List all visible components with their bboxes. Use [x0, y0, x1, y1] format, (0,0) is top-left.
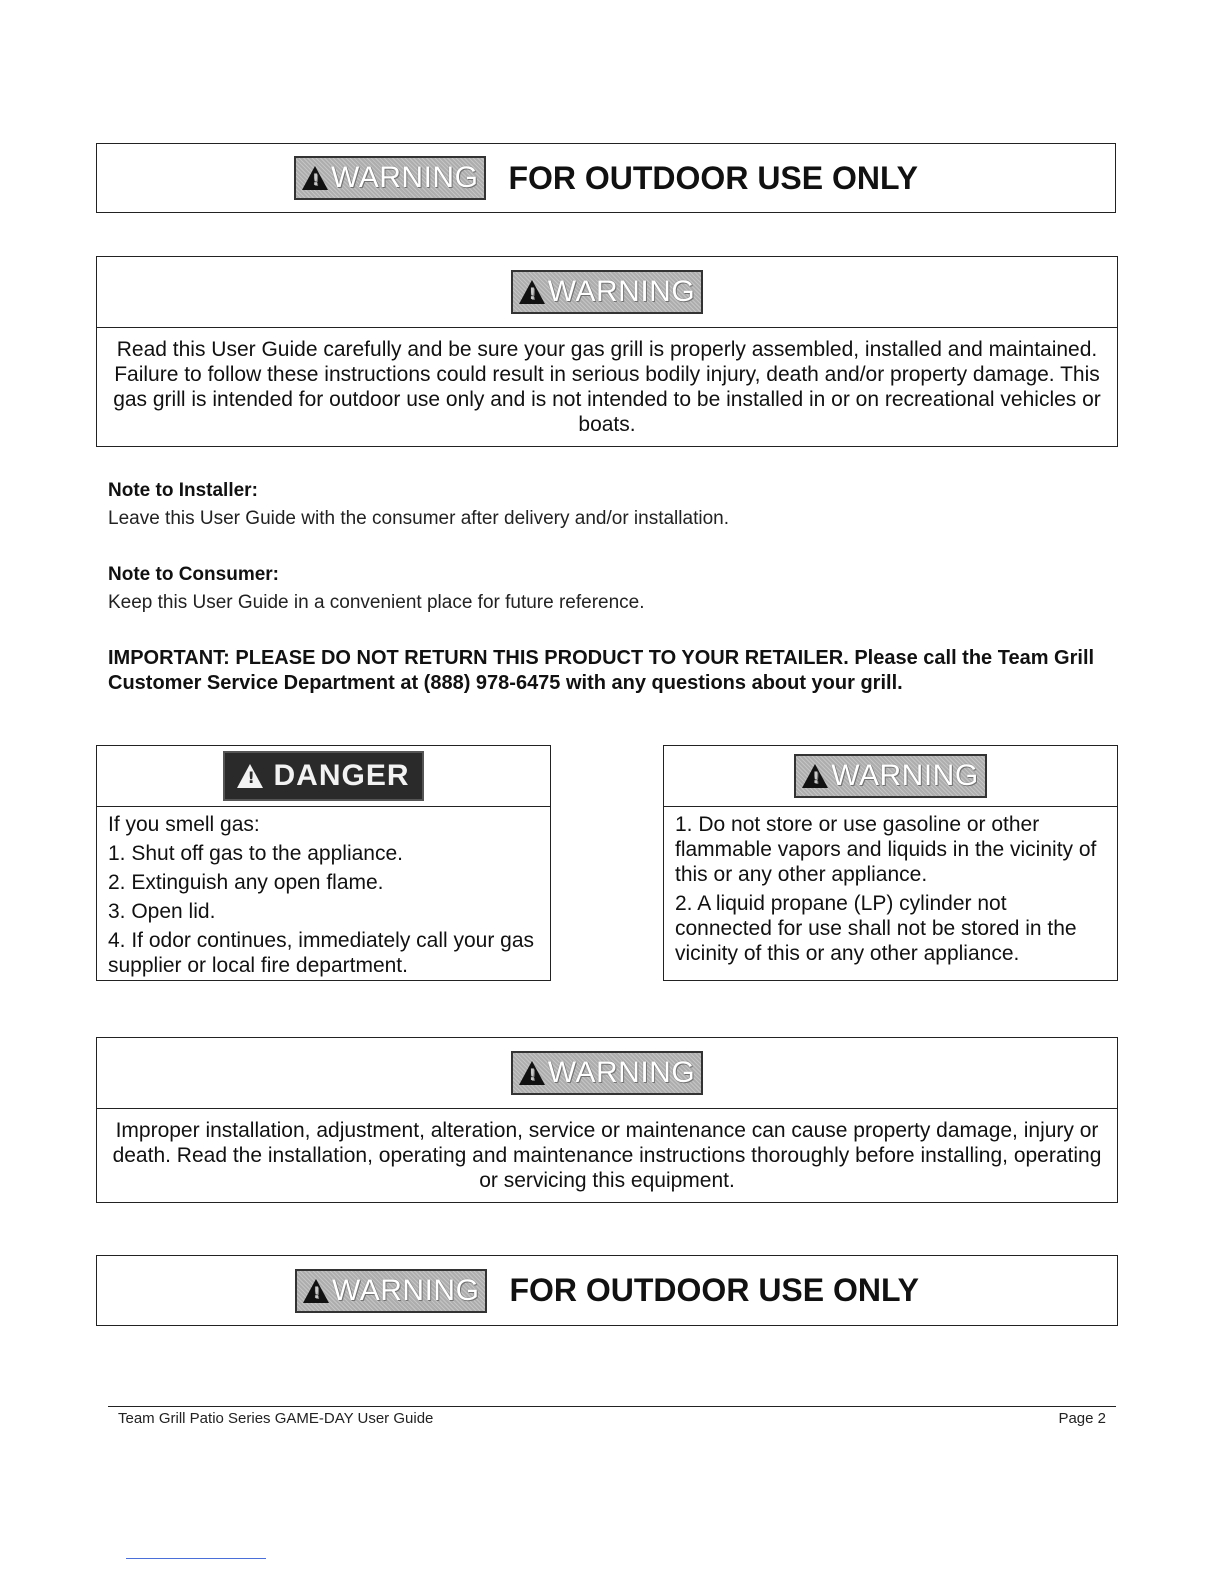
danger-list [97, 807, 550, 978]
note-consumer-heading: Note to Consumer: [108, 564, 279, 585]
danger-box [96, 745, 551, 981]
bottom-banner-headline: FOR OUTDOOR USE ONLY [509, 1272, 919, 1308]
danger-list-item: 3. Open lid. [108, 900, 216, 923]
note-consumer-text: Keep this User Guide in a convenient place for future reference. [108, 592, 645, 613]
warning-triangle-icon [303, 1279, 329, 1303]
important-line-2: Customer Service Department at (888) 978-6475 with any questions about your grill. [108, 672, 903, 694]
danger-list-item: 1. Shut off gas to the appliance. [108, 842, 403, 865]
important-notice [108, 646, 1108, 696]
danger-list-item: 4. If odor continues, immediately call your gas supplier or local fire department. [108, 929, 535, 977]
stray-link-underline [126, 1558, 266, 1559]
danger-list-item: If you smell gas: [108, 813, 260, 836]
danger-triangle-icon [237, 764, 263, 788]
danger-list-item: 2. Extinguish any open flame. [108, 871, 384, 894]
warning-triangle-icon [519, 1061, 545, 1085]
warning-gasoline-list [664, 807, 1117, 966]
danger-label: ! DANGER [223, 751, 423, 801]
warning-label: ! WARNING [511, 270, 703, 314]
warning-read-guide-box [96, 256, 1118, 447]
warning-gasoline-box [663, 745, 1118, 981]
top-banner-headline: FOR OUTDOOR USE ONLY [508, 159, 918, 196]
footer-page-number: Page 2 [1058, 1410, 1106, 1427]
footer-rule [108, 1406, 1116, 1407]
warning-list-item: 2. A liquid propane (LP) cylinder not connected for use shall not be stored in the vicinity of this or any other appliance. [675, 892, 1077, 965]
warning-read-guide-text: Read this User Guide carefully and be sure your gas grill is properly assembled, installed and maintained. Failure to follow these instructions could result in serious bodily injury, death and/or property damage. This gas grill is intended for outdoor use only and is not intended to be installed in or on recreational vehicles or boats. [113, 338, 1101, 436]
note-installer-text: Leave this User Guide with the consumer after delivery and/or installation. [108, 508, 729, 529]
note-installer-heading: Note to Installer: [108, 480, 258, 501]
warning-improper-box [96, 1037, 1118, 1203]
warning-improper-text: Improper installation, adjustment, alteration, service or maintenance can cause property damage, injury or death. Read the installation, operating and maintenance instructions thoroughly before installing, operating or servicing this equipment. [112, 1119, 1102, 1192]
warning-triangle-icon [802, 764, 828, 788]
warning-label: ! WARNING [294, 156, 486, 200]
warning-triangle-icon [519, 280, 545, 304]
warning-label: ! WARNING [295, 1269, 487, 1313]
warning-label: ! WARNING [794, 754, 986, 798]
warning-list-item: 1. Do not store or use gasoline or other flammable vapors and liquids in the vicinity of this or any other appliance. [675, 813, 1097, 886]
important-line-1: IMPORTANT: PLEASE DO NOT RETURN THIS PRODUCT TO YOUR RETAILER. Please call the Team Grill [108, 647, 1095, 669]
footer-title: Team Grill Patio Series GAME-DAY User Guide [118, 1410, 434, 1427]
warning-label: ! WARNING [511, 1051, 703, 1095]
warning-triangle-icon [302, 166, 328, 190]
top-warning-banner [96, 143, 1116, 213]
bottom-warning-banner [96, 1255, 1118, 1326]
